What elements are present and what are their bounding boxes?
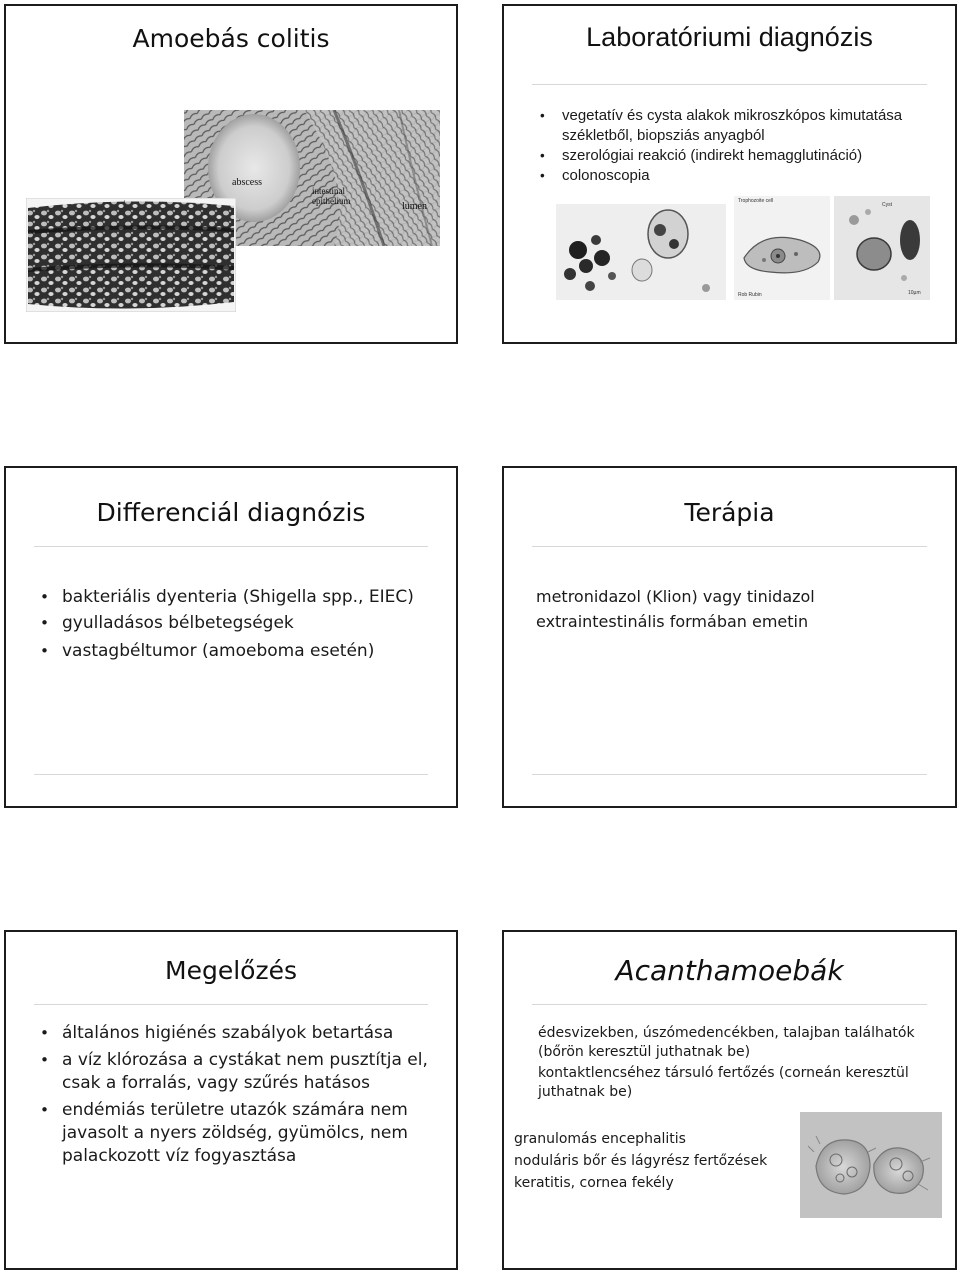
title-divider	[532, 84, 927, 85]
cyst-micrograph	[556, 204, 726, 300]
habitat-line: kontaktlencséhez társuló fertőzés (corneán keresztül juthatnak be)	[538, 1065, 909, 1100]
disease-line: noduláris bőr és lágyrész fertőzések	[514, 1153, 768, 1169]
slide-title: Differenciál diagnózis	[96, 498, 366, 527]
trophozoite-micrograph-image	[734, 196, 830, 300]
disease-line: granulomás encephalitis	[514, 1131, 686, 1147]
slide-title: Megelőzés	[165, 956, 297, 985]
disease-line: keratitis, cornea fekély	[514, 1175, 674, 1191]
list-item: • endémiás területre utazók számára nem javasolt a nyers zöldség, gyümölcs, nem palackozott víz fogyasztása	[38, 1099, 438, 1168]
footer-divider	[34, 774, 428, 775]
list-item: • gyulladásos bélbetegségek	[38, 612, 438, 634]
bullet-list	[38, 586, 438, 662]
trophozoite-micrograph	[734, 196, 830, 300]
title-divider	[532, 546, 927, 547]
trophozoite-label: Trophozoite cell	[738, 198, 774, 204]
specimen-scale-label: L	[124, 200, 127, 206]
footer-divider	[532, 774, 927, 775]
colon-specimen-image	[26, 198, 236, 312]
lumen-label: lumen	[402, 201, 427, 212]
list-item: • a víz klórozása a cystákat nem pusztítja el, csak a forralás, vagy szűrés hatásos	[38, 1049, 438, 1095]
slide-2	[502, 4, 957, 344]
bullet-list	[538, 106, 928, 186]
slide-3	[4, 466, 458, 808]
slide-6	[502, 930, 957, 1270]
acanthamoeba-image	[800, 1112, 942, 1218]
acanthamoeba-micrograph	[800, 1112, 942, 1218]
slide-title: Acanthamoebák	[615, 954, 844, 987]
therapy-lines	[536, 584, 936, 634]
title-divider	[34, 546, 428, 547]
therapy-line: metronidazol (Klion) vagy tinidazol	[536, 587, 815, 606]
list-item: • szerológiai reakció (indirekt hemagglutináció)	[538, 146, 928, 166]
epithelium-label: intestinal epithelium	[312, 186, 351, 206]
cyst-label: Cyst	[882, 202, 892, 208]
therapy-line: extraintestinális formában emetin	[536, 612, 809, 631]
slide-4	[502, 466, 957, 808]
list-item: • vastagbéltumor (amoeboma esetén)	[38, 640, 438, 662]
scale-bar-label: 10µm	[908, 290, 921, 296]
disease-lines	[514, 1128, 814, 1194]
bullet-list	[38, 1022, 438, 1168]
abscess-label: abscess	[232, 177, 262, 188]
habitat-lines	[538, 1024, 938, 1102]
slide-5	[4, 930, 458, 1270]
title-divider	[34, 1004, 428, 1005]
title-divider	[532, 1004, 927, 1005]
cyst-micrograph-image	[556, 204, 726, 300]
habitat-line: édesvizekben, úszómedencékben, talajban találhatók (bőrön keresztül juthatnak be)	[538, 1025, 915, 1060]
slide-title: Terápia	[684, 498, 775, 527]
scale-label: Rob Rubin	[738, 292, 762, 298]
slide-title: Laboratóriumi diagnózis	[586, 22, 873, 52]
cyst-stain-micrograph	[834, 196, 930, 300]
list-item: • általános higiénés szabályok betartása	[38, 1022, 438, 1045]
cyst-stain-image	[834, 196, 930, 300]
list-item: • bakteriális dyenteria (Shigella spp., EIEC)	[38, 586, 438, 608]
slide-title: Amoebás colitis	[132, 24, 330, 53]
list-item: • colonoscopia	[538, 166, 928, 186]
list-item: • vegetatív és cysta alakok mikroszkópos kimutatása székletből, biopsziás anyagból	[538, 106, 928, 146]
slide-1	[4, 4, 458, 344]
colon-specimen-photo	[26, 198, 236, 312]
